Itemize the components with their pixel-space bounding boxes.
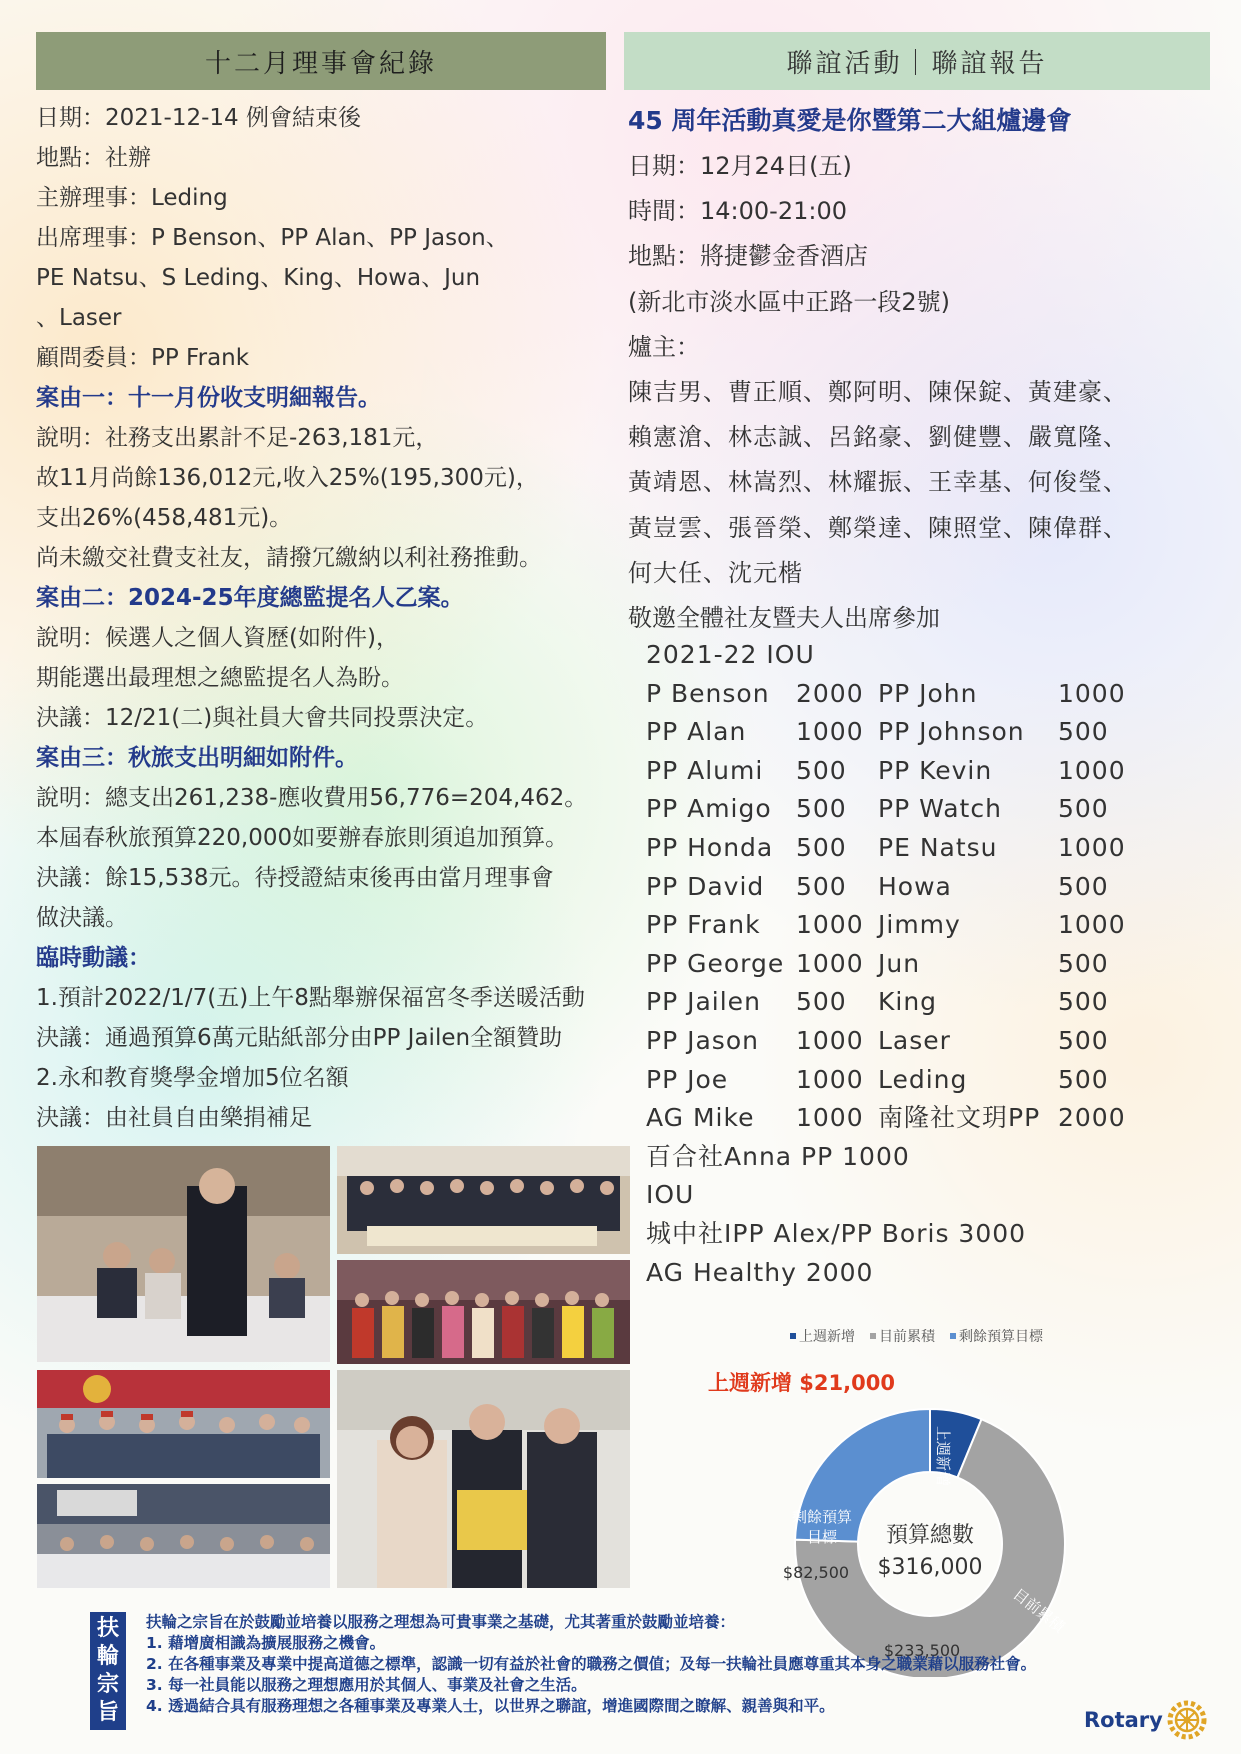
legend-label: 剩餘預算目標 bbox=[959, 1328, 1043, 1344]
iou-extra: 百合社Anna PP 1000 bbox=[646, 1141, 910, 1171]
value-label: $233,500 bbox=[883, 1641, 961, 1660]
chart-total: $316,000 bbox=[877, 1555, 983, 1580]
rotary-motto bbox=[146, 1612, 1226, 1717]
value-label: $82,500 bbox=[782, 1563, 850, 1582]
iou-heading: 2021-22 IOU bbox=[646, 640, 815, 669]
hosts-names: 陳吉男、曹正順、鄭阿明、陳保錠、黃建豪、 bbox=[628, 377, 1128, 406]
slice-label: 目標 bbox=[806, 1528, 838, 1546]
case-two-title: 案由二：2024-25年度總監提名人乙案。 bbox=[36, 585, 464, 611]
motto-line: 1. 藉增廣相識為擴展服務之機會。 bbox=[146, 1634, 386, 1652]
slice-label: 目前累積 bbox=[1009, 1584, 1068, 1637]
group-photo bbox=[337, 1146, 630, 1254]
case-one-text: 說明：社務支出累計不足-263,181元， bbox=[36, 425, 439, 451]
hosts-names: 賴憲滄、林志誠、呂銘豪、劉健豐、嚴寬隆、 bbox=[628, 423, 1128, 452]
slice-label: 剩餘預算 bbox=[791, 1508, 853, 1526]
case-two-text: 期能選出最理想之總監提名人為盼。 bbox=[36, 665, 404, 691]
attendees-line: 、Laser bbox=[36, 305, 122, 331]
attendees-line: PE Natsu、S Leding、King、Howa、Jun bbox=[36, 265, 481, 291]
case-three-text: 做決議。 bbox=[36, 905, 128, 931]
motto-line: 2. 在各種事業及專業中提高道德之標準，認識一切有益於社會的職務之價值；及每一扶輪社員應尊重其本身之職業藉以服務社會。 bbox=[146, 1655, 1037, 1673]
legend-swatch bbox=[870, 1333, 876, 1339]
party-photo bbox=[337, 1260, 630, 1364]
charity-photo bbox=[37, 1370, 330, 1478]
event-title: 45 周年活動真愛是你暨第二大組爐邊會 bbox=[628, 106, 1072, 135]
event-date: 日期：12月24日(五) bbox=[628, 152, 852, 180]
legend-label: 上週新增 bbox=[799, 1328, 855, 1344]
extra-motion-text: 2.永和教育獎學金增加5位名額 bbox=[36, 1065, 349, 1091]
slice-label: 上週新增 bbox=[934, 1426, 952, 1487]
iou-extra: IOU bbox=[646, 1180, 695, 1210]
hosts-names: 何大任、沈元楷 bbox=[628, 558, 803, 587]
meeting-photo bbox=[37, 1146, 330, 1362]
motto-line: 3. 每一社員能以服務之理想應用於其個人、事業及社會之生活。 bbox=[146, 1676, 587, 1694]
iou-extra: 城中社IPP Alex/PP Boris 3000 bbox=[646, 1218, 1027, 1248]
extra-motions-title: 臨時動議： bbox=[36, 945, 151, 971]
meeting-host: 主辦理事：Leding bbox=[36, 185, 228, 211]
motto-tag: 扶輪宗旨 bbox=[90, 1612, 126, 1730]
chart-title: 預算總數 bbox=[885, 1523, 975, 1548]
case-one-text: 尚未繳交社費支社友，請撥冗繳納以利社務推動。 bbox=[36, 545, 542, 571]
case-one-text: 故11月尚餘136,012元,收入25%(195,300元)， bbox=[36, 465, 539, 491]
rotary-logo: Rotary bbox=[1084, 1700, 1207, 1740]
seminar-photo bbox=[37, 1484, 330, 1588]
extra-motion-text: 決議：通過預算6萬元貼紙部分由PP Jailen全額贊助 bbox=[36, 1025, 563, 1051]
case-one-title: 案由一：十一月份收支明細報告。 bbox=[36, 385, 381, 411]
attendees-line: 出席理事：P Benson、PP Alan、PP Jason、 bbox=[36, 225, 509, 251]
hosts-names: 黃靖恩、林嵩烈、林耀振、王幸基、何俊瑩、 bbox=[628, 468, 1128, 497]
event-info bbox=[628, 98, 1228, 641]
hosts-label: 爐主： bbox=[628, 332, 700, 361]
advisor-line: 顧問委員：PP Frank bbox=[36, 345, 250, 371]
case-three-title: 案由三：秋旅支出明細如附件。 bbox=[36, 745, 358, 771]
meeting-place: 地點：社辦 bbox=[36, 145, 151, 171]
case-one-text: 支出26%(458,481元)。 bbox=[36, 505, 293, 531]
legend-label: 目前累積 bbox=[879, 1328, 935, 1344]
rotary-wheel-icon bbox=[1167, 1700, 1207, 1740]
legend-swatch bbox=[950, 1333, 956, 1339]
motto-line: 4. 透過結合具有服務理想之各種事業及專業人士，以世界之聯誼，增進國際間之瞭解、親善與和平。 bbox=[146, 1697, 835, 1715]
legend-swatch bbox=[790, 1333, 796, 1339]
hosts-names: 黃豈雲、張晉榮、鄭榮達、陳照堂、陳偉群、 bbox=[628, 513, 1128, 542]
iou-extra: AG Healthy 2000 bbox=[646, 1257, 874, 1287]
meeting-date: 日期：2021-12-14 例會結束後 bbox=[36, 105, 361, 131]
event-address: (新北市淡水區中正路一段2號) bbox=[628, 287, 950, 316]
motto-line: 扶輪之宗旨在於鼓勵並培養以服務之理想為可貴事業之基礎，尤其著重於鼓勵並培養： bbox=[146, 1613, 736, 1631]
fellowship-header: 聯誼活動｜聯誼報告 bbox=[624, 32, 1210, 90]
case-two-text: 決議：12/21(二)與社員大會共同投票決定。 bbox=[36, 705, 489, 731]
event-time: 時間：14:00-21:00 bbox=[628, 197, 847, 226]
board-minutes bbox=[36, 98, 666, 1138]
award-photo bbox=[337, 1370, 630, 1588]
case-three-text: 本屆春秋旅預算220,000如要辦春旅則須追加預算。 bbox=[36, 825, 569, 851]
case-two-text: 說明：候選人之個人資歷(如附件)， bbox=[36, 625, 399, 651]
case-three-text: 決議：餘15,538元。待授證結束後再由當月理事會 bbox=[36, 865, 554, 891]
event-place: 地點：將捷鬱金香酒店 bbox=[628, 242, 868, 271]
minutes-header: 十二月理事會紀錄 bbox=[36, 32, 606, 90]
extra-motion-text: 決議：由社員自由樂捐補足 bbox=[36, 1105, 312, 1131]
invitation: 敬邀全體社友暨夫人出席參加 bbox=[628, 603, 940, 632]
extra-motion-text: 1.預計2022/1/7(五)上午8點舉辦保福宮冬季送暖活動 bbox=[36, 985, 585, 1011]
case-three-text: 說明：總支出261,238-應收費用56,776=204,462。 bbox=[36, 785, 588, 811]
highlight-annotation: 上週新增 $21,000 bbox=[708, 1371, 895, 1395]
